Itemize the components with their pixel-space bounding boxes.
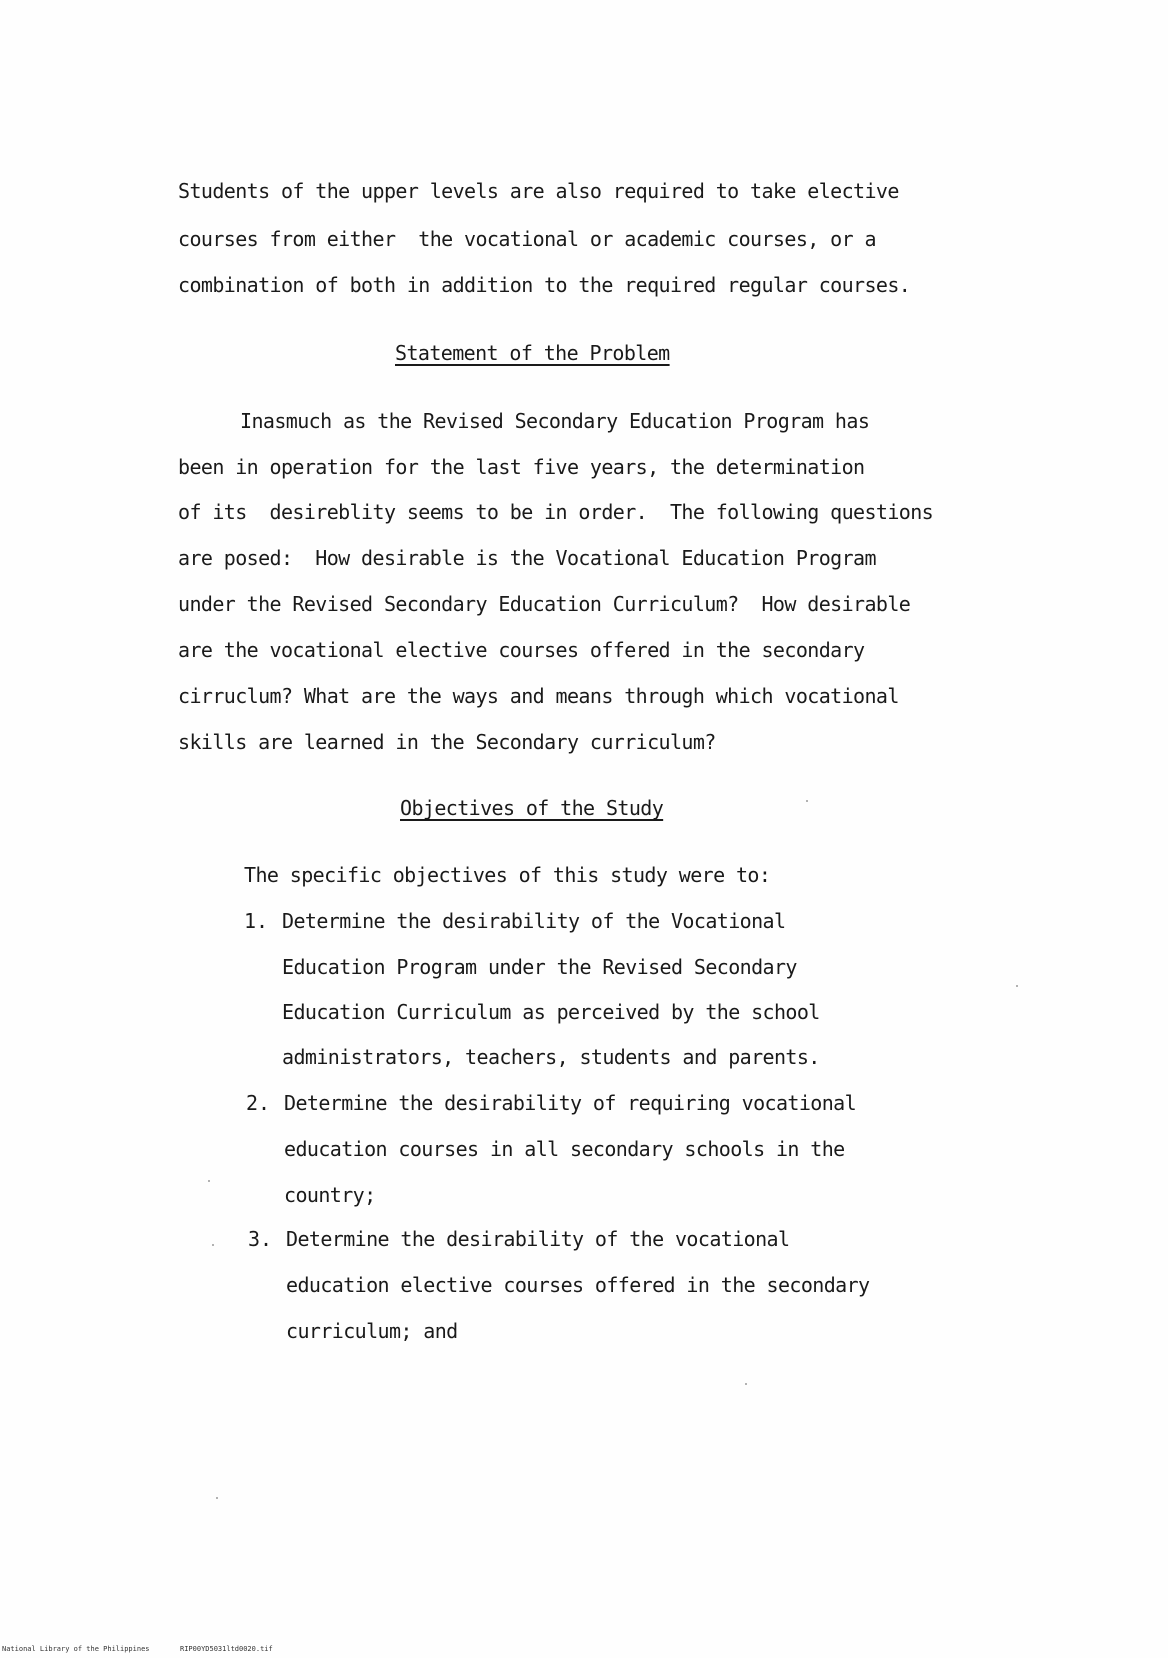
objective-2-line-1: Determine the desirability of requiring vocational <box>284 1091 857 1115</box>
objective-3-line-2: education elective courses offered in the secondary <box>286 1273 870 1297</box>
intro-line-1: Students of the upper levels are also required to take elective <box>178 179 899 203</box>
footer-file: RIP00YD5031ltd0020.tif <box>180 1645 273 1653</box>
objective-2-line-2: education courses in all secondary schools in the <box>284 1137 845 1161</box>
objective-1-number: 1. <box>244 909 269 933</box>
objective-2-line-3: country; <box>284 1183 376 1207</box>
problem-heading: Statement of the Problem <box>395 341 670 365</box>
scan-speck <box>745 1383 747 1385</box>
objective-1-line-3: Education Curriculum as perceived by the school <box>282 1000 820 1024</box>
intro-line-2: courses from either the vocational or academic courses, or a <box>178 227 876 251</box>
objective-1-line-2: Education Program under the Revised Secondary <box>282 955 797 979</box>
problem-line-7: cirruclum? What are the ways and means through which vocational <box>178 684 899 708</box>
scan-speck <box>208 1180 210 1182</box>
objective-1-line-4: administrators, teachers, students and parents. <box>282 1045 820 1069</box>
problem-line-6: are the vocational elective courses offered in the secondary <box>178 638 865 662</box>
objective-1-line-1: Determine the desirability of the Vocational <box>282 909 786 933</box>
objectives-intro: The specific objectives of this study were to: <box>244 863 771 887</box>
scan-speck <box>1016 985 1018 987</box>
problem-line-4: are posed: How desirable is the Vocational Education Program <box>178 546 876 570</box>
scan-speck <box>216 1497 218 1499</box>
scan-speck <box>806 800 808 802</box>
problem-line-5: under the Revised Secondary Education Curriculum? How desirable <box>178 592 911 616</box>
scan-speck <box>212 1244 214 1246</box>
problem-line-3: of its desireblity seems to be in order. The following questions <box>178 500 934 524</box>
objective-2-number: 2. <box>246 1091 271 1115</box>
problem-line-8: skills are learned in the Secondary curriculum? <box>178 730 716 754</box>
objective-3-line-3: curriculum; and <box>286 1319 458 1343</box>
objective-3-line-1: Determine the desirability of the vocational <box>286 1227 790 1251</box>
objectives-heading: Objectives of the Study <box>400 796 664 820</box>
objective-3-number: 3. <box>248 1227 273 1251</box>
intro-line-3: combination of both in addition to the required regular courses. <box>178 273 911 297</box>
footer-library: National Library of the Philippines <box>2 1645 150 1653</box>
problem-line-1: Inasmuch as the Revised Secondary Education Program has <box>240 409 870 433</box>
problem-line-2: been in operation for the last five years, the determination <box>178 455 865 479</box>
